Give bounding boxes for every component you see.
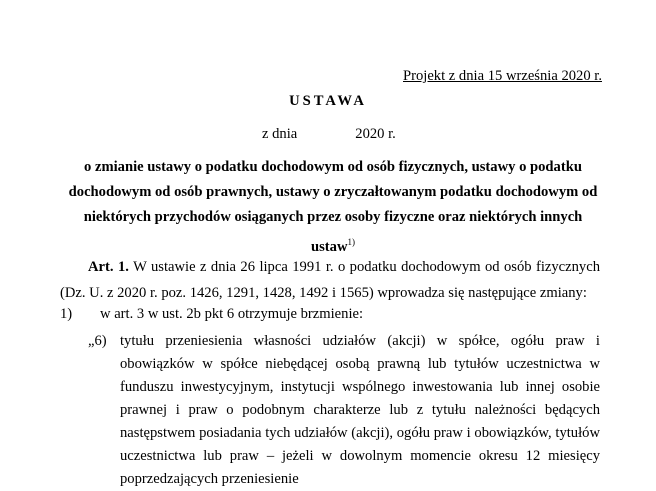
amendment-item-number: 1) <box>60 306 73 322</box>
date-prefix: z dnia <box>262 126 298 142</box>
subject-footnote-marker: 1) <box>347 237 355 247</box>
article-1-text: W ustawie z dnia 26 lipca 1991 r. o podatku dochodowym od osób fizycznych (Dz. U. z 2020 r. poz. 1426, 1291, 1428, 1492 i 1565) wprowadza się następujące zmiany: <box>60 259 600 301</box>
project-date-note: Projekt z dnia 15 września 2020 r. <box>403 68 602 84</box>
quoted-point-text: tytułu przeniesienia własności udziałów (akcji) w spółce, ogółu praw i obowiązków w spółce niebędącej osobą prawną lub tytułów uczestnictwa w funduszu inwestycyjnym, instytucji wspólnego inwestowania lub innej osobie prawnej i praw o podobnym charakterze lub z tytułu należności będących następstwem posiadania tych udziałów (akcji), ogółu praw i obowiązków, tytułów uczestnictwa lub praw – jeżeli w dowolnym momencie okresu 12 miesięcy poprzedzających przeniesienie <box>120 333 600 487</box>
amendment-item-text: w art. 3 w ust. 2b pkt 6 otrzymuje brzmienie: <box>100 306 364 322</box>
quoted-point-6 <box>88 330 600 491</box>
article-1 <box>60 254 600 306</box>
act-date-line <box>262 126 396 143</box>
article-1-label: Art. 1. <box>88 259 129 275</box>
date-year: 2020 r. <box>355 126 396 142</box>
quoted-point-number: „6) <box>88 333 107 349</box>
act-subject-text: o zmianie ustawy o podatku dochodowym od osób fizycznych, ustawy o podatku dochodowym od osób prawnych, ustawy o zryczałtowanym podatku dochodowym od niektórych przychodów osiąganych przez osoby fizyczne oraz niektórych innych ustaw <box>68 159 598 255</box>
act-subject <box>60 155 606 260</box>
act-title: USTAWA <box>289 93 367 109</box>
amendment-item-1 <box>60 306 363 323</box>
